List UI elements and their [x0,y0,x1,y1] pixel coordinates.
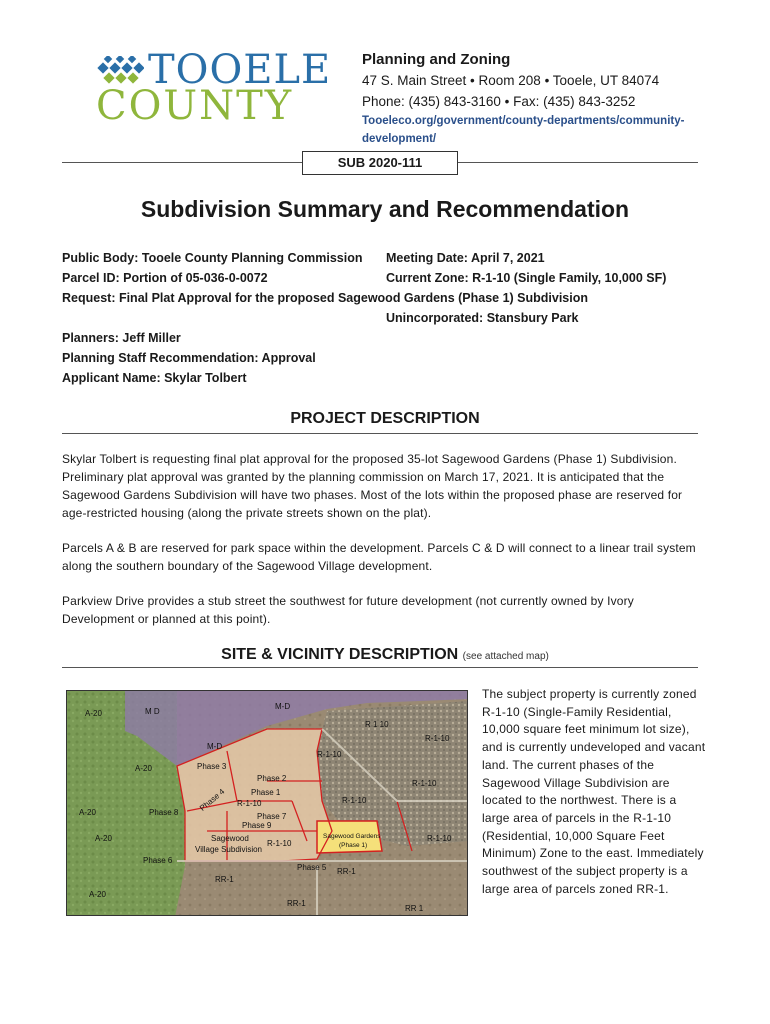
map-label-zone: R-1-10 [427,834,452,843]
map-label-zone: RR-1 [337,867,356,876]
project-paragraph-3: Parkview Drive provides a stub street the southwest for future development (not currently owned by Ivory Development or planned at this point). [62,594,634,626]
tooele-county-logo [96,47,336,129]
project-paragraph-1: Skylar Tolbert is requesting final plat approval for the proposed 35-lot Sagewood Gardens (Phase 1) Subdivision. Preliminary plat approval was granted by the planning commission on March 17, 2021. It is anticipated that the Sagewood Gardens Subdivision will have two phases. Most of the lots within the proposed phase are reserved for age-restricted housing (along the private streets shown on the plat). [62,452,683,520]
applicant-name: Applicant Name: Skylar Tolbert [62,371,247,385]
map-label-zone: R 1 10 [365,720,389,729]
header-contact-block [362,50,742,148]
section-divider [62,667,698,668]
current-zone: Current Zone: R-1-10 (Single Family, 10,000 SF) [386,271,667,285]
map-label-a20: A-20 [135,764,152,773]
site-vicinity-heading [0,646,770,664]
map-label-a20: A-20 [89,890,106,899]
site-vicinity-text: The subject property is currently zoned R-1-10 (Single-Family Residential, 10,000 square feet minimum lot size), and is currently undeveloped and vacant land. The current phases of the Sagewood Village Subdivision are located to the northwest. There is a large area of parcels in the R-1-10 (Residential, 10,000 Square Feet Minimum) Zone to the east. Immediately southwest of the subject property is a large area of parcels zoned RR-1. [482,687,706,896]
diamond-pattern-icon [96,56,144,86]
map-label-phase: Phase 6 [143,856,173,865]
phone-line: Phone: (435) 843-3160 • Fax: (435) 843-3252 [362,94,636,109]
map-label-md: M-D [207,742,223,751]
website-link-line1[interactable]: Tooeleco.org/government/county-departments/community- [362,115,685,127]
request: Request: Final Plat Approval for the proposed Sagewood Gardens (Phase 1) Subdivision [62,291,589,305]
map-label-a20: A-20 [79,808,96,817]
staff-recommendation: Planning Staff Recommendation: Approval [62,351,316,365]
map-label-phase: Phase 2 [257,774,287,783]
vicinity-map [66,690,468,916]
map-label-phase: Phase 7 [257,812,287,821]
project-paragraph-2: Parcels A & B are reserved for park space within the development. Parcels C & D will connect to a linear trail system along the southern boundary of the Sagewood Village development. [62,541,696,573]
map-label-zone: R-1-10 [317,750,342,759]
logo-text-county: COUNTY [96,83,294,129]
map-label-phase: Phase 5 [297,863,327,872]
map-label-sagewood-gardens-phase: (Phase 1) [339,842,368,849]
project-description-heading: PROJECT DESCRIPTION [290,410,480,427]
site-vicinity-title: SITE & VICINITY DESCRIPTION [221,646,459,663]
logo-text-tooele: TOOELE [148,47,332,93]
map-label-zone: RR-1 [287,899,306,908]
section-divider [62,433,698,434]
map-label-zone: R-1-10 [425,734,450,743]
map-label-zone: RR-1 [215,875,234,884]
map-label-phase: Phase 1 [251,788,281,797]
map-label-phase: Phase 9 [242,821,272,830]
map-label-zone: R-1-10 [342,796,367,805]
map-label-phase: Phase 4 [198,787,227,813]
map-label-village-subdivision: Village Subdivision [195,845,263,854]
unincorporated-area: Unincorporated: Stansbury Park [386,311,579,325]
site-vicinity-subtitle: (see attached map) [462,651,549,662]
map-label-zone: RR 1 [405,904,424,913]
map-label-zone: R-1-10 [412,779,437,788]
case-number-badge: SUB 2020-111 [302,151,458,175]
document-title: Subdivision Summary and Recommendation [140,196,630,222]
public-body: Public Body: Tooele County Planning Commission [62,251,363,265]
planners: Planners: Jeff Miller [62,331,181,345]
meeting-date: Meeting Date: April 7, 2021 [386,251,545,265]
map-label-a20: A-20 [95,834,112,843]
map-label-a20: A-20 [85,709,102,718]
vicinity-map-graphic [67,691,468,916]
map-label-sagewood: Sagewood [211,834,249,843]
parcel-id: Parcel ID: Portion of 05-036-0-0072 [62,271,268,285]
map-label-md: M D [145,707,160,716]
map-label-md: M-D [275,702,291,711]
department-title: Planning and Zoning [362,51,511,68]
map-label-sagewood-gardens: Sagewood Gardens [323,833,381,840]
map-label-zone: R-1-10 [267,839,292,848]
map-label-phase: Phase 8 [149,808,179,817]
address-line: 47 S. Main Street • Room 208 • Tooele, UT 84074 [362,73,660,88]
website-link-line2[interactable]: development/ [362,133,437,145]
map-label-zone: R-1-10 [237,799,262,808]
map-label-phase: Phase 3 [197,762,227,771]
